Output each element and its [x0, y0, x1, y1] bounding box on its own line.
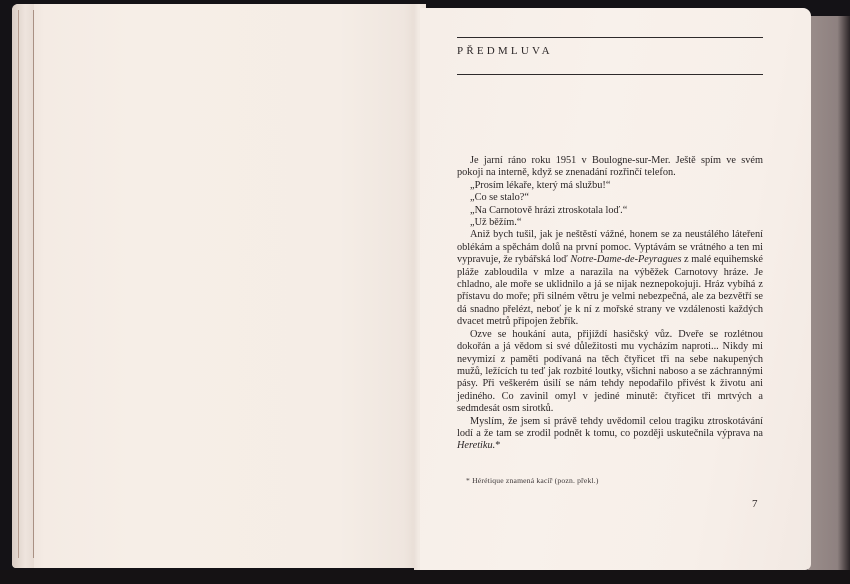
paragraph: Ozve se houkání auta, přijíždí hasičský vůz. Dveře se rozlétnou dokořán a já vědom si své důležitosti mu vycházím naproti... Nikdy mi nevymizí z paměti podívaná na těch čtyřicet tři na sebe nakupených mužů, ležících tu teď jak rozbité loutky, všichni naboso a se záchrannými pásy. Při veškerém úsilí se nám tehdy nepodařilo přivést k životu ani jediného. Co zavinil omyl v jediné minutě: čtyřicet tři mrtvých a sedmdesát osm sirotků.: [457, 328, 763, 415]
page-edge-line: [18, 10, 19, 558]
left-page-edge: [12, 4, 34, 568]
body-text: [457, 155, 763, 453]
dialog-line: „Co se stalo?“: [470, 192, 529, 204]
background-bottom: [0, 570, 850, 584]
paragraph: [457, 229, 763, 328]
paragraph: Je jarní ráno roku 1951 v Boulogne-sur-Mer. Ještě spím ve svém pokoji na interně, když se znenadání rozřinčí telefon.: [457, 155, 763, 179]
footnote: * Hérétique znamená kacíř (pozn. překl.): [466, 476, 599, 485]
chapter-title: PŘEDMLUVA: [457, 45, 553, 57]
page-edge-line: [33, 10, 34, 558]
left-page: [12, 4, 420, 568]
footnote-marker: *: [495, 440, 501, 452]
header-rule-top: [457, 37, 763, 38]
paragraph-text: Myslím, že jsem si právě tehdy uvědomil celou tragiku ztroskotávání lodí a že tam se zrodil podnět k tomu, co později uskutečnila výprava na: [457, 415, 763, 439]
page-number: 7: [752, 498, 758, 510]
paragraph-text: Aniž bych tušil, jak je neštěstí vážné, honem se za neustálého láteření oblékám a spěchám dolů na první pomoc. Vyptávám se vrátného a ten mi vypravuje, že rybářská loď: [457, 229, 763, 266]
dialog-line: „Na Carnotově hrázi ztroskotala loď.“: [470, 204, 628, 216]
header-rule-bottom: [457, 74, 763, 75]
dialog-line: „Už běžím.“: [470, 217, 522, 229]
paragraph: [457, 416, 763, 453]
boat-name: Heretiku.: [457, 440, 496, 452]
ship-name: Notre-Dame-de-Peyragues: [570, 254, 682, 266]
dialog-line: „Prosím lékaře, který má službu!“: [470, 179, 611, 191]
paragraph-text: z malé equihemské pláže zabloudila v mlze a narazila na výběžek Carnotovy hráze. Je chladno, ale moře se uklidnilo a já se nijak neznepokojuji. Hráz vybíhá z přístavu do moře; při silném větru je velmi nebezpečná, ale za bezvětří se dá snadno přelézt, neboť je k ní z mořské strany ve vzdálenosti každých dvacet metrů připojen žebřík.: [457, 254, 763, 328]
